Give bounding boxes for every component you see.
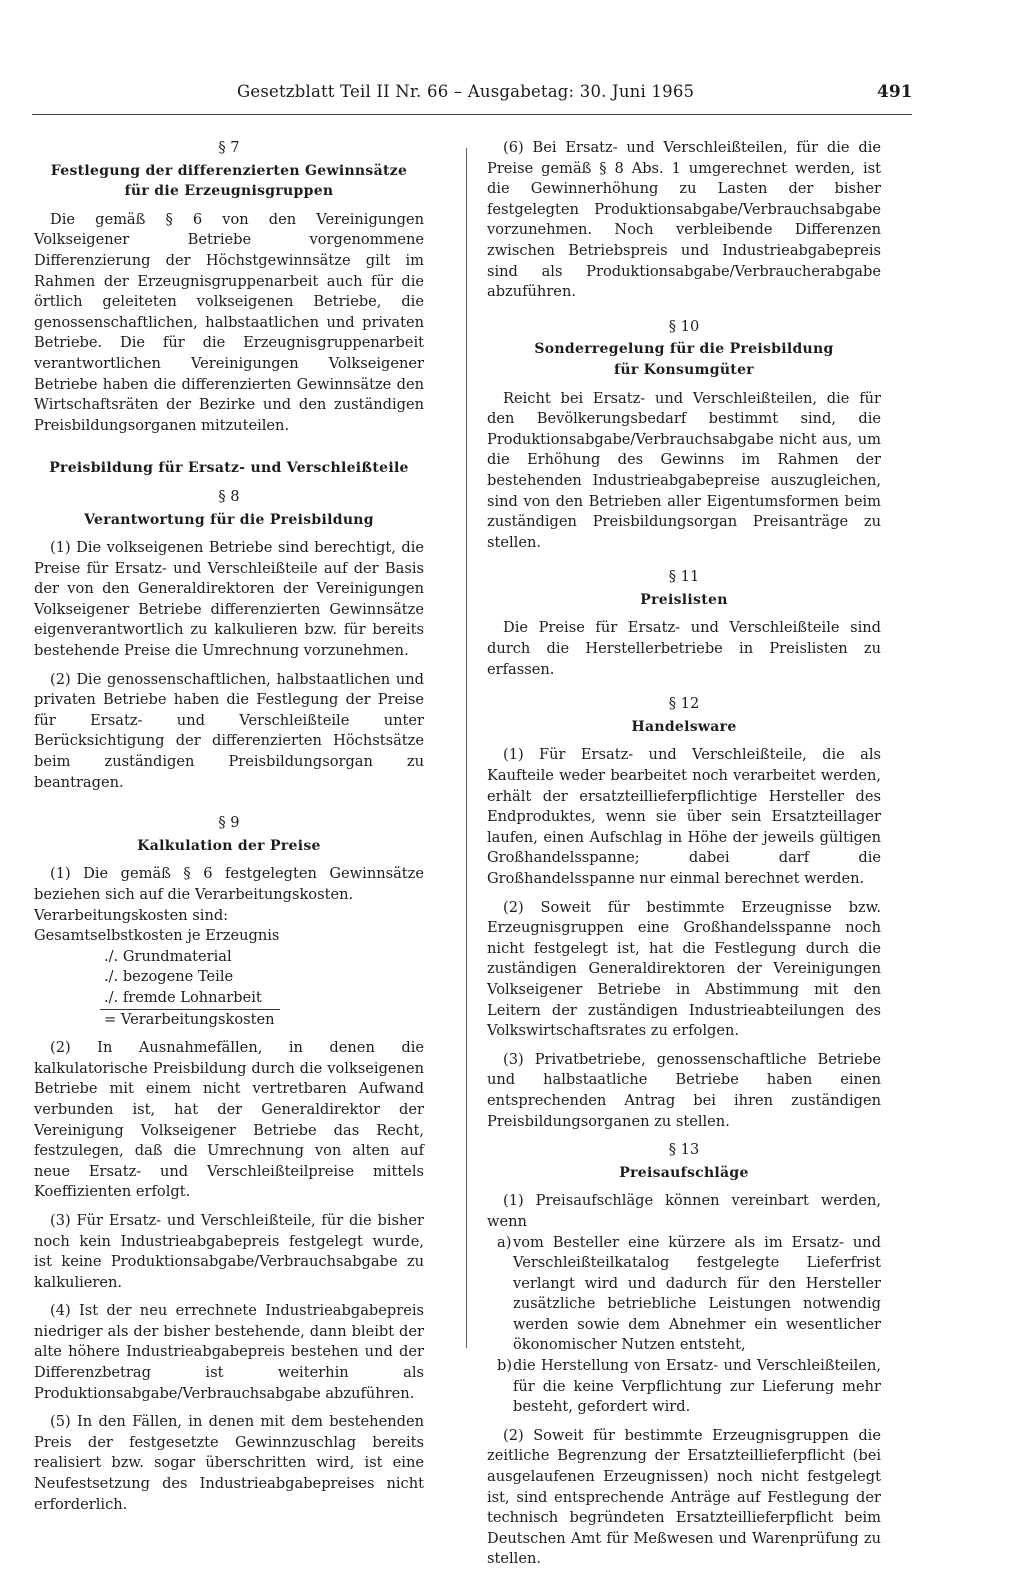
- section-8-heading: Verantwortung für die Preisbildung: [84, 511, 374, 528]
- page-number: 491: [877, 82, 913, 102]
- section-number-11: § 11: [668, 568, 700, 586]
- list-text-a: vom Besteller eine kürzere als im Ersatz- und Verschleißteilkatalog festgelegte Lieferfrist verlangt wird und dadurch für den Hersteller zusätzliche betriebliche Leistungen notwendig werden sowie dem Abnehmer ein wesentlicher ökonomischer Nutzen entsteht,: [513, 1233, 881, 1354]
- section-10-heading-line-2: für Konsumgüter: [614, 361, 754, 378]
- section-number-9: § 9: [218, 814, 240, 832]
- section-number-10: § 10: [668, 317, 700, 335]
- section-12-paragraph-3: (3) Privatbetriebe, genossenschaftliche Betriebe und halbstaatliche Betriebe haben einen entsprechenden Antrag bei ihren zuständigen Preisbildungsorganen zu stellen.: [487, 1050, 881, 1130]
- section-12-paragraph-1: (1) Für Ersatz- und Verschleißteile, die als Kaufteile weder bearbeitet noch verarbeitet werden, erhält der ersatzteillieferpflichtige Hersteller des Endproduktes, wenn sie über sein Ersatzteillager laufen, einen Aufschlag in Höhe der jeweils gültigen Großhandelsspanne; dabei darf die Großhandelsspanne nur einmal berechnet werden.: [487, 746, 881, 887]
- section-9-heading: Kalkulation der Preise: [137, 837, 321, 854]
- section-8-paragraph-2: (2) Die genossenschaftlichen, halbstaatlichen und privaten Betriebe haben die Festlegung der Preise für Ersatz- und Verschleißteile unter Berücksichtigung der differenzierten Höchstsätze beim zuständigen Preisbildungsorgan zu beantragen.: [34, 670, 424, 791]
- calc-line-2: ./. bezogene Teile: [104, 968, 234, 986]
- section-13-heading: Preisaufschläge: [619, 1164, 749, 1181]
- section-8-paragraph-1: (1) Die volkseigenen Betriebe sind berechtigt, die Preise für Ersatz- und Verschleißteile auf der Basis der von den Generaldirektoren der Vereinigungen Volkseigener Betriebe differenzierten Gewinnsätze eigenverantwortlich zu kalkulieren bzw. für bereits bestehende Preise die Umrechnung vorzunehmen.: [34, 539, 424, 660]
- section-13-paragraph-1: (1) Preisaufschläge können vereinbart werden, wenn: [487, 1192, 881, 1230]
- calc-intro: Verarbeitungskosten sind:: [34, 906, 229, 924]
- section-9-paragraph-5: (5) In den Fällen, in denen mit dem bestehenden Preis der festgesetzte Gewinnzuschlag bereits realisiert bzw. sogar überschritten wird, ist eine Neufestsetzung des Industrieabgabepreises nicht erforderlich.: [34, 1413, 424, 1513]
- list-item-b: [487, 1356, 881, 1418]
- section-9-paragraph-4: (4) Ist der neu errechnete Industrieabgabepreis niedriger als der bisher bestehende, dann bleibt der alte höhere Industrieabgabepreis bestehen und der Differenzbetrag ist weiterhin als Produktionsabgabe/Verbrauchsabgabe abzuführen.: [34, 1302, 424, 1402]
- section-11-paragraph: Die Preise für Ersatz- und Verschleißteile sind durch die Herstellerbetriebe in Preislisten zu erfassen.: [487, 619, 881, 678]
- section-7-paragraph: Die gemäß § 6 von den Vereinigungen Volkseigener Betriebe vorgenommene Differenzierung der Höchstgewinnsätze gilt im Rahmen der Erzeugnisgruppenarbeit auch für die örtlich geleiteten volkseigenen Betriebe, die genossenschaftlichen, halbstaatlichen und privaten Betriebe. Die für die Erzeugnisgruppenarbeit verantwortlichen Vereinigungen Volkseigener Betriebe haben die differenzierten Gewinnsätze den Wirtschaftsräten der Bezirke und den zuständigen Preisbildungsorganen mitzuteilen.: [34, 210, 424, 434]
- calc-line-1: ./. Grundmaterial: [104, 947, 232, 965]
- right-column: [487, 138, 881, 1570]
- running-title: Gesetzblatt Teil II Nr. 66 – Ausgabetag: 30. Juni 1965: [237, 82, 695, 101]
- section-number-8: § 8: [218, 487, 240, 505]
- section-9-paragraph-1: (1) Die gemäß § 6 festgelegten Gewinnsätze beziehen sich auf die Verarbeitungskosten.: [34, 865, 424, 903]
- section-number-7: § 7: [218, 139, 240, 156]
- section-7-heading-line-1: Festlegung der differenzierten Gewinnsätze: [50, 162, 408, 179]
- section-9-paragraph-3: (3) Für Ersatz- und Verschleißteile, für die bisher noch kein Industrieabgabepreis festgelegt wurde, ist keine Produktionsabgabe/Verbrauchsabgabe zu kalkulieren.: [34, 1211, 424, 1291]
- section-13-paragraph-2: (2) Soweit für bestimmte Erzeugnisgruppen die zeitliche Begrenzung der Ersatzteillieferpflicht (bei ausgelaufenen Erzeugnissen) noch nicht festgelegt ist, sind entsprechende Anträge auf Festlegung der technisch begründeten Ersatzteillieferpflicht beim Deutschen Amt für Meßwesen und Warenprüfung zu stellen.: [487, 1426, 881, 1568]
- section-9-paragraph-2: (2) In Ausnahmefällen, in denen die kalkulatorische Preisbildung durch die volkseigenen Betriebe mit einem nicht vertretbaren Aufwand verbunden ist, hat der Generaldirektor der Vereinigung Volkseigener Betriebe das Recht, festzulegen, daß die Umrechnung von alten auf neue Ersatz- und Verschleißteilpreise mittels Koeffizienten erfolgt.: [34, 1039, 424, 1201]
- left-column: [34, 138, 424, 1515]
- list-item-a: [487, 1233, 881, 1357]
- list-marker-b: b): [497, 1357, 513, 1375]
- section-10-paragraph: Reicht bei Ersatz- und Verschleißteilen, die für den Bevölkerungsbedarf bestimmt sind, die Produktionsabgabe/Verbrauchsabgabe nicht aus, um die Erhöhung des Gewinns im Rahmen der bestehenden Industrieabgabepreise auszugleichen, sind von den Betrieben aller Eigentumsformen beim zuständigen Preisbildungsorgan Preisanträge zu stellen.: [487, 389, 881, 551]
- column-divider: [466, 148, 467, 1348]
- calc-result: = Verarbeitungskosten: [100, 1009, 280, 1031]
- section-12-paragraph-2: (2) Soweit für bestimmte Erzeugnisse bzw. Erzeugnisgruppen eine Großhandelsspanne noch nicht festgelegt ist, hat die Festlegung durch die zuständigen Generaldirektoren der Vereinigungen Volkseigener Betriebe in Abstimmung mit den Leitern der zuständigen Industrieabteilungen des Volkswirtschaftsrates zu erfolgen.: [487, 898, 881, 1040]
- list-text-b: die Herstellung von Ersatz- und Verschleißteilen, für die keine Verpflichtung zur Lieferung mehr besteht, gefordert wird.: [513, 1357, 881, 1416]
- section-11-heading: Preislisten: [640, 591, 728, 608]
- list-marker-a: a): [497, 1233, 512, 1251]
- running-header: [32, 80, 912, 115]
- section-9-paragraph-6: (6) Bei Ersatz- und Verschleißteilen, für die die Preise gemäß § 8 Abs. 1 umgerechnet werden, ist die Gewinnerhöhung zu Lasten der bisher festgelegten Produktionsabgabe/Verbrauchsabgabe vorzunehmen. Noch verbleibende Differenzen zwischen Betriebspreis und Industrieabgabepreis sind als Produktionsabgabe/Verbraucherabgabe abzuführen.: [487, 139, 881, 301]
- calculation-scheme: [34, 906, 424, 1031]
- section-number-13: § 13: [668, 1141, 700, 1159]
- section-7-heading-line-2: für die Erzeugnisgruppen: [124, 183, 334, 200]
- calc-base: Gesamtselbstkosten je Erzeugnis: [34, 927, 280, 945]
- section-12-heading: Handelsware: [631, 718, 737, 735]
- section-number-12: § 12: [668, 695, 700, 713]
- section-10-heading-line-1: Sonderregelung für die Preisbildung: [534, 341, 834, 358]
- part-heading: Preisbildung für Ersatz- und Verschleißteile: [49, 460, 409, 477]
- calc-line-3: ./. fremde Lohnarbeit: [104, 988, 262, 1006]
